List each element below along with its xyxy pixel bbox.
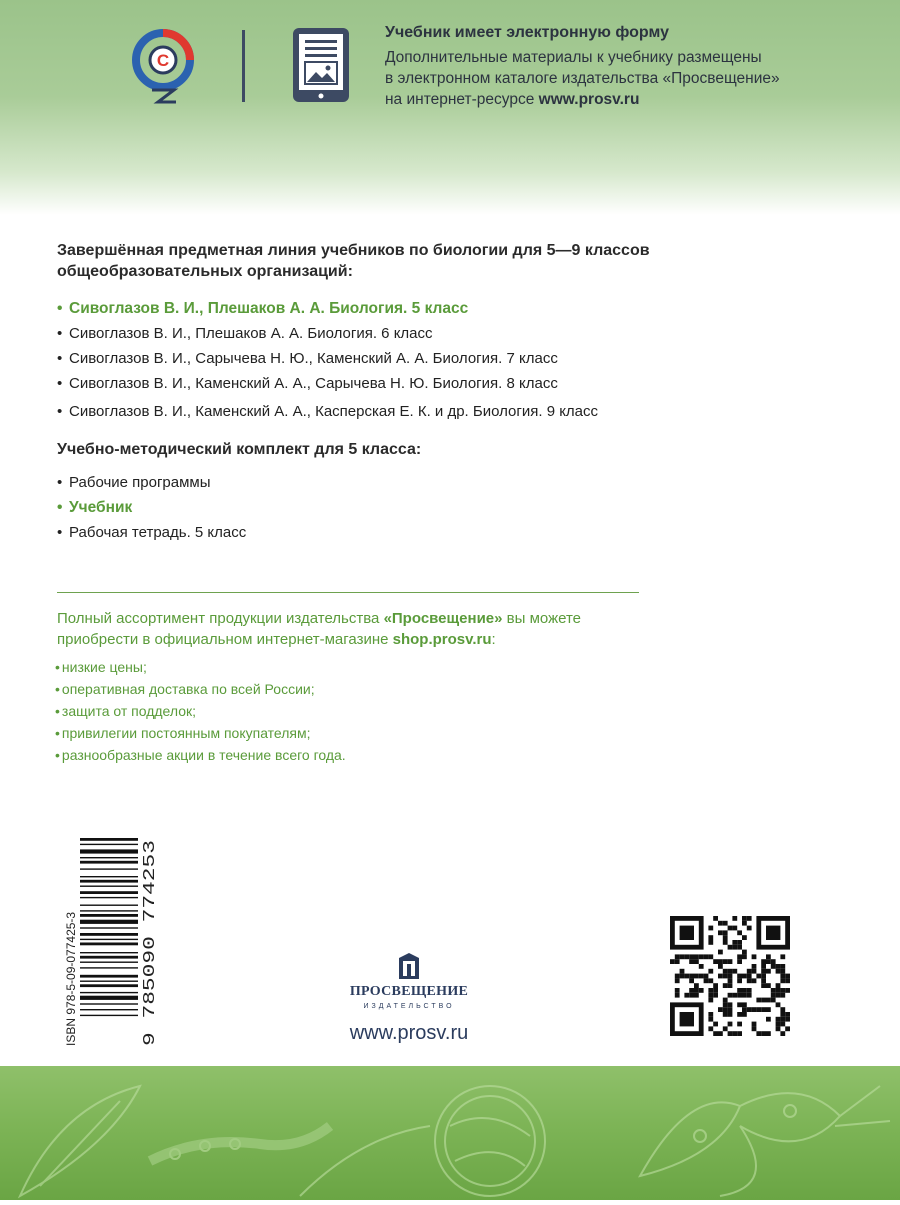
series-title-line-2: общеобразовательных организаций:: [57, 263, 353, 280]
publisher-emblem-icon: [397, 952, 421, 980]
benefit-item: • низкие цены;: [55, 656, 346, 678]
kit-item: • Рабочие программы: [57, 470, 657, 495]
series-item: • Сивоглазов В. И., Плешаков А. А. Биология. 5 класс: [57, 296, 857, 321]
shop-line-1-prefix: Полный ассортимент продукции издательства: [57, 610, 380, 627]
shop-brand: «Просвещение»: [383, 610, 503, 627]
nature-illustration: [0, 1066, 900, 1200]
series-item: • Сивоглазов В. И., Сарычева Н. Ю., Каменский А. А. Биология. 7 класс: [57, 346, 857, 371]
notice-line-1: Дополнительные материалы к учебнику размещены: [385, 49, 762, 66]
e-catalogue-logo-icon: [130, 28, 196, 108]
shop-notice: [57, 608, 657, 650]
series-item: • Сивоглазов В. И., Каменский А. А., Сарычева Н. Ю. Биология. 8 класс: [57, 371, 857, 399]
publisher-url[interactable]: www.prosv.ru: [349, 1022, 469, 1044]
shop-line-1: [57, 608, 657, 629]
kit-title: Учебно-методический комплект для 5 класса:: [57, 441, 422, 458]
bottom-green-band: [0, 1066, 900, 1200]
series-item: • Сивоглазов В. И., Каменский А. А., Касперская Е. К. и др. Биология. 9 класс: [57, 399, 857, 424]
shop-line-2: [57, 629, 657, 650]
electronic-form-heading: Учебник имеет электронную форму: [385, 24, 669, 41]
isbn-digits: 9 785090 774253: [141, 892, 160, 1046]
kit-list: [57, 470, 657, 545]
svg-text:С: С: [156, 51, 170, 70]
publisher-name: ПРОСВЕЩЕНИЕ: [349, 984, 469, 999]
kit-item: • Рабочая тетрадь. 5 класс: [57, 520, 657, 545]
prosv-link[interactable]: www.prosv.ru: [538, 91, 640, 108]
benefit-item: • привилегии постоянным покупателям;: [55, 722, 346, 744]
tablet-icon: [292, 27, 350, 103]
notice-line-2: в электронном каталоге издательства «Просвещение»: [385, 70, 780, 87]
textbook-series-section: [57, 240, 857, 282]
shop-link[interactable]: shop.prosv.ru: [392, 631, 492, 648]
benefit-item: • защита от подделок;: [55, 700, 346, 722]
benefit-item: • оперативная доставка по всей России;: [55, 678, 346, 700]
publisher-logo: [333, 948, 485, 1018]
series-title-line-1: Завершённая предметная линия учебников по биологии для 5—9 классов: [57, 242, 650, 259]
isbn-label: ISBN 978-5-09-077425-3: [64, 911, 78, 1046]
qr-code[interactable]: [670, 916, 790, 1036]
header-divider: [242, 30, 245, 102]
publisher-subtitle: ИЗДАТЕЛЬСТВО: [363, 1003, 455, 1010]
shop-benefits-list: [55, 656, 346, 766]
notice-line-3-prefix: на интернет-ресурсе: [385, 91, 535, 108]
shop-line-1-suffix: вы можете: [506, 610, 581, 627]
shop-line-2-prefix: приобрести в официальном интернет-магазине: [57, 631, 389, 648]
benefit-item: • разнообразные акции в течение всего года.: [55, 744, 346, 766]
electronic-form-notice: [385, 22, 865, 110]
isbn-text-block: [62, 836, 160, 1046]
kit-item: • Учебник: [57, 495, 657, 520]
shop-line-2-suffix: :: [491, 631, 496, 648]
section-divider: [57, 592, 639, 593]
series-item: • Сивоглазов В. И., Плешаков А. А. Биология. 6 класс: [57, 321, 857, 346]
notice-line-3: [385, 89, 865, 110]
series-list: [57, 296, 857, 424]
